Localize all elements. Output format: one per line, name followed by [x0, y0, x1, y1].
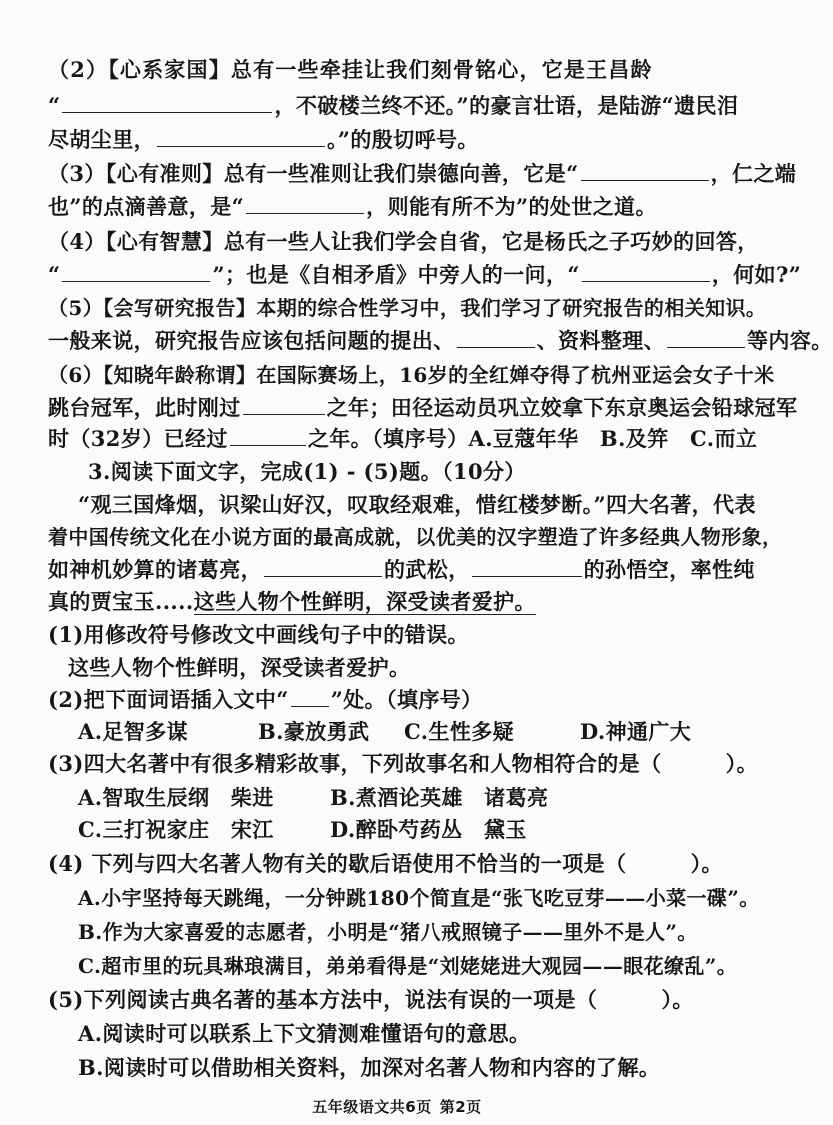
sub-question-1-sentence: 这些人物个性鲜明，深受读者爱护。 [68, 655, 411, 680]
q4-line-2: “ ”；也是《自相矛盾》中旁人的一问，“ ，何如?” [48, 262, 802, 287]
q2-line-1: （2）【心系家国】总有一些牵挂让我们刻骨铭心，它是王昌龄 [48, 57, 653, 82]
answer-blank[interactable] [157, 126, 325, 147]
answer-blank[interactable] [582, 261, 710, 282]
sub-question-1: (1)用修改符号修改文中画线句子中的错误。 [48, 622, 469, 647]
footer-page-number: 第2页 [439, 1098, 482, 1116]
answer-blank[interactable] [62, 261, 210, 282]
sub-question-2: (2)把下面词语插入文中“ ”处。（填序号） [48, 687, 483, 712]
option-d[interactable]: D.神通广大 [580, 719, 692, 744]
sub-question-4: (4) 下列与四大名著人物有关的歇后语使用不恰当的一项是（ ）。 [48, 851, 723, 876]
option-d[interactable]: D.醉卧芍药丛 黛玉 [330, 817, 527, 842]
answer-blank[interactable] [667, 327, 745, 348]
option-a[interactable]: A.阅读时可以联系上下文猜测难懂语句的意思。 [78, 1021, 531, 1046]
answer-blank[interactable] [246, 193, 364, 214]
answer-blank[interactable] [264, 556, 382, 577]
sub-question-3-options-row-1 [78, 784, 548, 812]
option-a[interactable]: A.足智多谋 [78, 719, 189, 744]
q4-line-1: （4）【心有智慧】总有一些人让我们学会自省，它是杨氏之子巧妙的回答， [48, 229, 759, 254]
q3-line-1: （3）【心有准则】总有一些准则让我们崇德向善，它是“ ，仁之端 [48, 161, 797, 186]
q5-line-1: （5）【会写研究报告】本期的综合性学习中，我们学习了研究报告的相关知识。 [48, 296, 767, 320]
answer-blank[interactable] [243, 394, 325, 415]
passage-line-4: 真的贾宝玉.....这些人物个性鲜明，深受读者爱护。 [48, 589, 536, 614]
answer-blank[interactable] [457, 327, 535, 348]
q5-line-2: 一般来说，研究报告应该包括问题的提出、 、资料整理、 等内容。 [48, 328, 833, 353]
option-c[interactable]: C.超市里的玩具琳琅满目，弟弟看得是“刘姥姥进大观园——眼花缭乱”。 [78, 954, 738, 978]
option-b[interactable]: B.阅读时可以借助相关资料，加深对名著人物和内容的了解。 [78, 1055, 661, 1080]
q6-line-1: （6）【知晓年龄称谓】在国际赛场上，16岁的全红婵夺得了杭州亚运会女子十米 [48, 363, 775, 387]
option-a[interactable]: A.智取生辰纲 柴进 [78, 785, 274, 810]
answer-blank[interactable] [230, 425, 306, 446]
section-3-heading: 3.阅读下面文字，完成(1) - (5)题。（10分） [88, 459, 526, 484]
passage-line-3: 如神机妙算的诸葛亮， 的武松， 的孙悟空，率性纯 [48, 557, 755, 582]
passage-line-1: “观三国烽烟，识梁山好汉，叹取经艰难，惜红楼梦断。”四大名著，代表 [78, 492, 756, 517]
q2-line-3: 尽胡尘里， 。”的殷切呼号。 [48, 127, 479, 152]
option-c[interactable]: C.三打祝家庄 宋江 [78, 817, 274, 842]
sub-question-5: (5)下列阅读古典名著的基本方法中，说法有误的一项是（ ）。 [48, 987, 694, 1012]
answer-blank [291, 686, 329, 707]
answer-blank[interactable] [581, 160, 709, 181]
option-a[interactable]: A.小宇坚持每天跳绳，一分钟跳180个简直是“张飞吃豆芽——小菜一碟”。 [78, 886, 760, 910]
sub-question-2-options [78, 718, 691, 746]
q2-line-2: “ ，不破楼兰终不还。”的豪言壮语，是陆游“遗民泪 [48, 93, 739, 118]
q6-line-3: 时（32岁）已经过 之年。（填序号）A.豆蔻年华 B.及笄 C.而立 [48, 426, 758, 451]
sub-question-3: (3)四大名著中有很多精彩故事，下列故事名和人物相符合的是（ ）。 [48, 751, 758, 776]
passage-line-2: 着中国传统文化在小说方面的最高成就，以优美的汉字塑造了许多经典人物形象， [48, 525, 783, 549]
option-b[interactable]: B.作为大家喜爱的志愿者，小明是“猪八戒照镜子——里外不是人”。 [78, 920, 698, 944]
answer-blank[interactable] [62, 92, 272, 113]
option-b[interactable]: B.煮酒论英雄 诸葛亮 [330, 785, 549, 810]
q6-line-2: 跳台冠军，此时刚过 之年；田径运动员巩立姣拿下东京奥运会铅球冠军 [48, 395, 798, 420]
footer-total-pages: 五年级语文共6页 [312, 1098, 432, 1116]
answer-blank[interactable] [472, 556, 582, 577]
page-footer [0, 1096, 794, 1117]
sub-question-3-options-row-2 [78, 816, 527, 844]
option-b[interactable]: B.豪放勇武 [258, 719, 370, 744]
q3-line-2: 也”的点滴善意，是“ ，则能有所不为”的处世之道。 [48, 194, 657, 219]
option-c[interactable]: C.生性多疑 [404, 719, 515, 744]
underlined-sentence: 这些人物个性鲜明，深受读者爱护。 [193, 589, 536, 614]
